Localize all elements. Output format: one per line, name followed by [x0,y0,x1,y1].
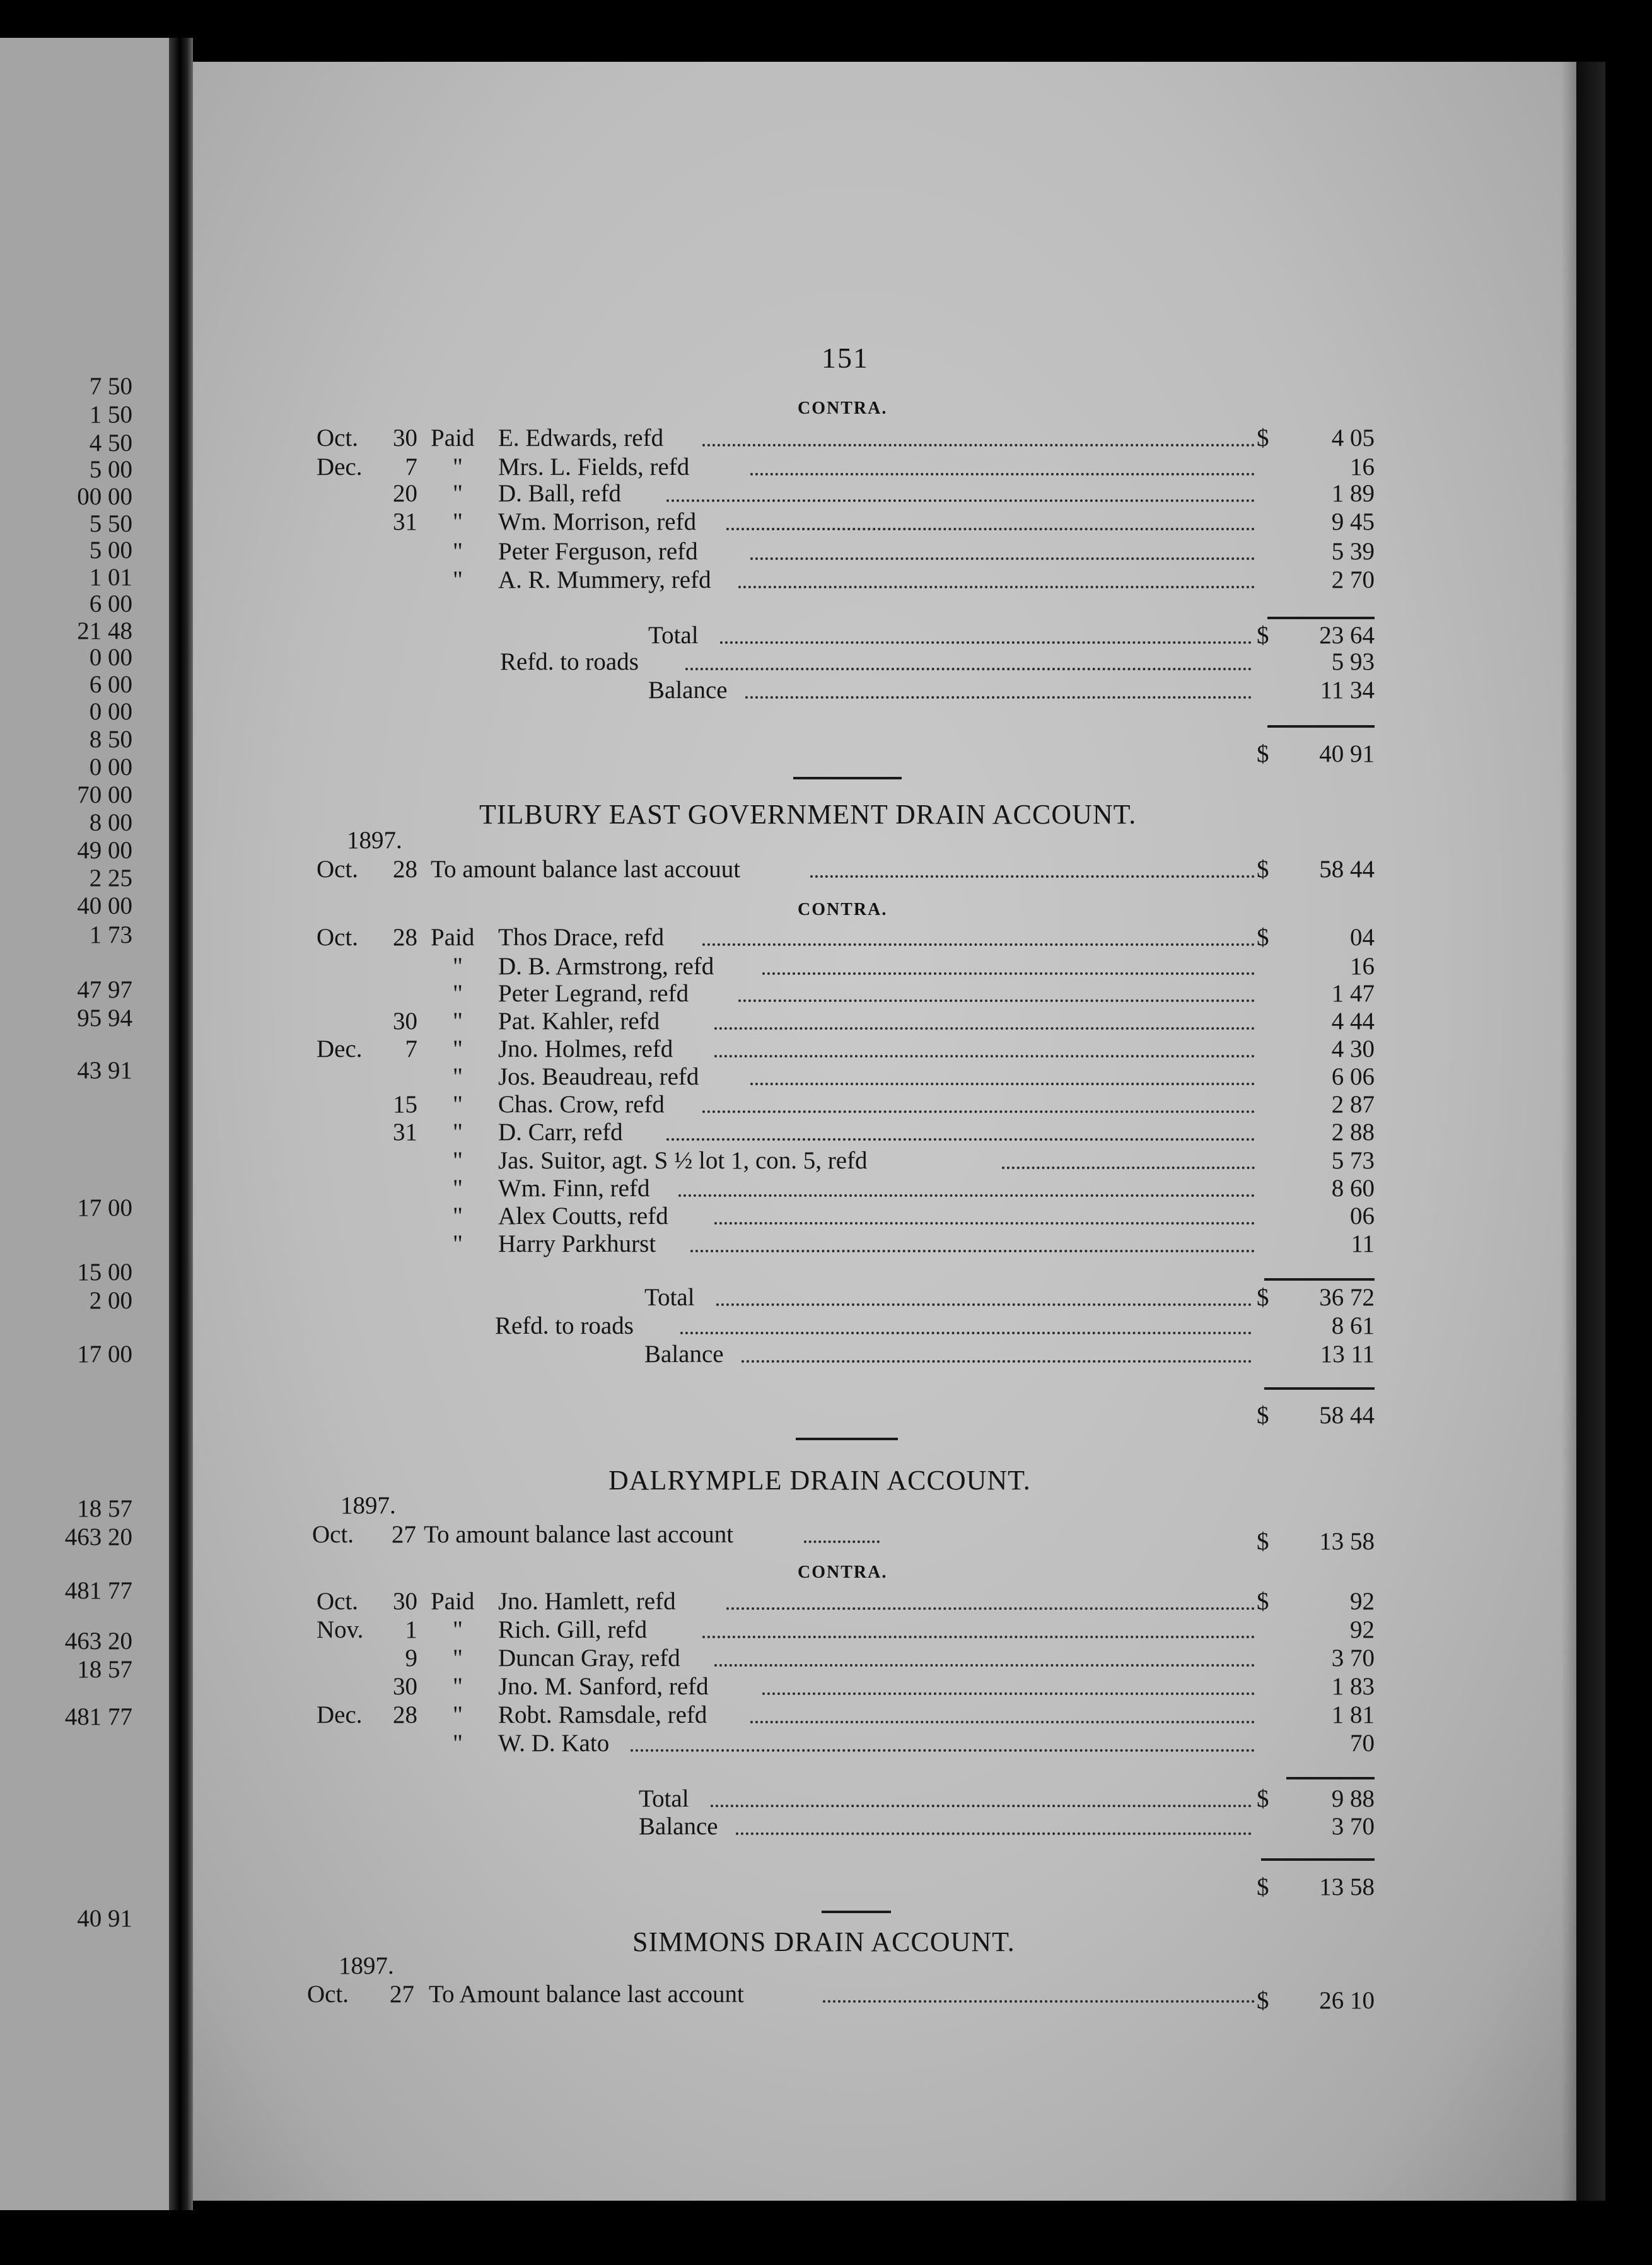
leader-dots [738,999,1255,1002]
left-page-fragment [0,38,169,2210]
divider-rule [1267,725,1375,728]
leader-dots [702,1636,1255,1638]
entry-name: Wm. Finn, refd [498,1175,650,1202]
leader-dots [823,2000,1255,2003]
entry-type: " [453,1175,463,1202]
section-title: TILBURY EAST GOVERNMENT DRAIN ACCOUNT. [479,799,1137,830]
divider-rule [793,777,902,779]
entry-month: Oct. [317,424,359,451]
divider-rule [1286,1777,1375,1779]
grand-total: 40 91 [1319,740,1375,767]
entry-day: 15 [393,1091,417,1118]
entry-amount: 04 [1350,924,1375,951]
entry-name: Jno. M. Sanford, refd [498,1673,709,1700]
leader-dots [714,1027,1255,1030]
left-margin-amount: 49 00 [77,837,132,864]
entry-type: " [453,1645,463,1672]
leader-dots [742,1360,1252,1363]
entry-name: Peter Legrand, refd [498,980,689,1007]
page-edge-shadow [1561,62,1605,2201]
leader-dots [745,696,1252,699]
left-margin-amount: 40 91 [77,1905,132,1932]
entry-day: 30 [393,424,417,451]
leader-dots [736,1832,1252,1835]
leader-dots [720,641,1252,644]
entry-type: " [453,508,463,535]
summary-amount: 5 93 [1331,648,1375,675]
entry-name: Duncan Gray, refd [498,1645,680,1672]
entry-name: A. R. Mummery, refd [498,566,711,593]
left-margin-amount: 18 57 [77,1495,132,1522]
entry-name: Jno. Holmes, refd [498,1035,673,1063]
leader-dots [714,1055,1255,1057]
entry-amount: 1 89 [1331,480,1375,507]
entry-day: 30 [393,1588,417,1615]
left-margin-amount: 21 48 [77,617,132,644]
entry-amount: 5 73 [1331,1147,1375,1174]
left-margin-amount: 0 00 [89,644,132,671]
entry-amount: 2 87 [1331,1091,1375,1118]
entry-day: 27 [392,1521,416,1548]
entry-month: Oct. [312,1521,354,1548]
entry-amount: 6 06 [1331,1063,1375,1090]
leader-dots [678,1194,1255,1197]
entry-type: " [453,953,463,980]
leader-dots [750,473,1255,475]
summary-amount: 9 88 [1331,1785,1375,1812]
dollar-sign: $ [1257,1528,1269,1555]
leader-dots [714,1222,1255,1225]
entry-amount: 8 60 [1331,1175,1375,1202]
section-title: SIMMONS DRAIN ACCOUNT. [632,1926,1015,1957]
leader-dots [690,1250,1255,1252]
left-margin-amount: 481 77 [64,1577,132,1604]
left-margin-amount: 481 77 [64,1703,132,1730]
section-year: 1897. [339,1952,394,1979]
entry-type: Paid [431,924,475,951]
left-margin-amount: 18 57 [77,1656,132,1683]
entry-name: Jno. Hamlett, refd [498,1588,676,1615]
leader-dots [685,668,1252,670]
left-margin-amount: 8 50 [89,726,132,753]
entry-amount: 9 45 [1331,508,1375,535]
dollar-sign: $ [1257,1588,1269,1615]
entry-day: 9 [405,1645,417,1672]
left-margin-amount: 70 00 [77,781,132,808]
left-margin-amount: 40 00 [77,892,132,919]
left-margin-amount: 4 50 [89,429,132,457]
left-margin-amount: 2 25 [89,865,132,892]
entry-amount: 4 30 [1331,1035,1375,1063]
divider-rule [1267,617,1375,619]
left-margin-amount: 5 50 [89,510,132,537]
left-margin-amount: 6 00 [89,671,132,698]
summary-label: Refd. to roads [495,1312,634,1339]
contra-heading: CONTRA. [798,399,888,418]
entry-type: " [453,1008,463,1035]
entry-day: 28 [393,856,417,883]
entry-name: Wm. Morrison, refd [498,508,697,535]
entry-name: Jas. Suitor, agt. S ½ lot 1, con. 5, refd [498,1147,868,1174]
left-margin-amount: 0 00 [89,698,132,725]
leader-dots [702,444,1255,446]
leader-dots [702,1110,1255,1113]
entry-amount: 16 [1350,453,1375,480]
leader-dots [702,943,1255,946]
leader-dots [726,528,1255,530]
summary-amount: 36 72 [1319,1284,1375,1311]
dollar-sign: $ [1257,856,1269,883]
entry-type: Paid [431,1588,475,1615]
entry-day: 28 [393,1701,417,1728]
entry-name: Robt. Ramsdale, refd [498,1701,707,1728]
summary-label: Total [639,1785,689,1812]
leader-dots [810,875,1255,878]
dollar-sign: $ [1257,1284,1269,1311]
entry-amount: 2 70 [1331,566,1375,593]
entry-month: Oct. [317,856,359,883]
left-margin-amount: 17 00 [77,1341,132,1368]
entry-month: Nov. [317,1616,364,1643]
divider-rule [796,1438,898,1440]
leader-dots [1002,1167,1255,1169]
entry-type: " [453,453,463,480]
summary-amount: 23 64 [1319,622,1375,649]
left-margin-amount: 43 91 [77,1057,132,1084]
leader-dots [716,1303,1252,1306]
entry-name: D. B. Armstrong, refd [498,953,714,980]
entry-month: Oct. [317,924,359,951]
left-margin-amount: 00 00 [77,483,132,510]
left-margin-amount: 463 20 [64,1627,132,1655]
entry-month: Oct. [317,1588,359,1615]
left-margin-amount: 6 00 [89,590,132,617]
left-margin-amount: 2 00 [89,1287,132,1314]
left-margin-amount: 1 01 [89,564,132,591]
page-number: 151 [822,342,869,374]
entry-month: Dec. [317,1701,363,1728]
entry-name: Pat. Kahler, refd [498,1008,660,1035]
entry-amount: 11 [1351,1230,1375,1257]
section-title: DALRYMPLE DRAIN ACCOUNT. [608,1465,1031,1496]
entry-name: D. Carr, refd [498,1119,623,1146]
opening-text: To amount balance last account [424,1521,734,1548]
dollar-sign: $ [1257,424,1269,451]
summary-label: Balance [639,1813,718,1840]
opening-amount: 58 44 [1319,856,1375,883]
entry-type: " [453,1119,463,1146]
entry-type: " [453,566,463,593]
summary-label: Total [648,622,699,649]
entry-day: 27 [390,1981,414,2008]
left-margin-amount: 47 97 [77,976,132,1003]
leader-dots [750,557,1255,560]
entry-name: W. D. Kato [498,1730,610,1757]
entry-day: 30 [393,1008,417,1035]
divider-rule [822,1911,891,1913]
entry-type: " [453,1230,463,1257]
leader-dots [762,1692,1255,1695]
entry-type: " [453,1202,463,1230]
entry-month: Dec. [317,1035,363,1063]
left-margin-amount: 5 00 [89,456,132,483]
entry-type: " [453,480,463,507]
entry-name: D. Ball, refd [498,480,621,507]
leader-dots [666,499,1255,502]
entry-day: 7 [405,1035,417,1063]
entry-type: " [453,1147,463,1174]
entry-name: Jos. Beaudreau, refd [498,1063,699,1090]
entry-type: " [453,1701,463,1728]
entry-month: Dec. [317,453,363,480]
leader-dots [711,1805,1252,1807]
left-margin-amount: 7 50 [89,373,132,400]
entry-amount: 1 83 [1331,1673,1375,1700]
leader-dots [726,1607,1255,1610]
left-margin-amount: 5 00 [89,537,132,564]
opening-amount: 13 58 [1319,1528,1375,1555]
summary-amount: 8 61 [1331,1312,1375,1339]
section-year: 1897. [347,827,402,854]
dollar-sign: $ [1257,1785,1269,1812]
divider-rule [1264,1278,1375,1281]
entry-amount: 4 44 [1331,1008,1375,1035]
contra-heading: CONTRA. [798,1563,888,1582]
grand-total: 58 44 [1319,1402,1375,1429]
entry-amount: 92 [1350,1616,1375,1643]
divider-rule [1264,1387,1375,1390]
left-margin-amount: 95 94 [77,1004,132,1032]
entry-day: 28 [393,924,417,951]
entry-month: Oct. [307,1981,349,2008]
book-gutter [169,38,193,2210]
dollar-sign: $ [1257,1987,1269,2014]
entry-name: Chas. Crow, refd [498,1091,665,1118]
left-margin-amount: 0 00 [89,754,132,781]
entry-amount: 3 70 [1331,1645,1375,1672]
leader-dots [666,1138,1255,1141]
leader-dots [738,586,1255,588]
entry-type: " [453,1616,463,1643]
left-margin-amount: 1 73 [89,921,132,948]
opening-text: To Amount balance last account [429,1981,744,2008]
entry-name: Rich. Gill, refd [498,1616,648,1643]
entry-type: " [453,538,463,565]
leader-dots [762,972,1255,975]
summary-amount: 13 11 [1320,1341,1375,1368]
leader-dots [680,1332,1252,1334]
entry-day: 31 [393,508,417,535]
opening-text: To amount balance last accouut [431,856,741,883]
left-margin-amount: 15 00 [77,1259,132,1286]
summary-amount: 3 70 [1331,1813,1375,1840]
dollar-sign: $ [1257,924,1269,951]
dollar-sign: $ [1257,1873,1269,1901]
leader-dots [804,1540,880,1543]
opening-amount: 26 10 [1319,1987,1375,2014]
entry-name: Harry Parkhurst [498,1230,656,1257]
left-margin-amount: 17 00 [77,1194,132,1221]
summary-label: Balance [644,1341,724,1368]
entry-amount: 06 [1350,1202,1375,1230]
entry-day: 20 [393,480,417,507]
leader-dots [714,1664,1255,1667]
entry-day: 31 [393,1119,417,1146]
entry-type: " [453,1035,463,1063]
left-margin-amount: 463 20 [64,1523,132,1551]
grand-total: 13 58 [1319,1873,1375,1901]
summary-label: Refd. to roads [500,648,639,675]
entry-amount: 4 05 [1331,424,1375,451]
dollar-sign: $ [1257,1402,1269,1429]
entry-name: Thos Drace, refd [498,924,665,951]
entry-amount: 1 47 [1331,980,1375,1007]
left-margin-amount: 8 00 [89,809,132,836]
entry-name: Alex Coutts, refd [498,1202,668,1230]
entry-amount: 2 88 [1331,1119,1375,1146]
entry-type: " [453,1091,463,1118]
entry-day: 30 [393,1673,417,1700]
summary-amount: 11 34 [1320,677,1375,704]
leader-dots [631,1749,1255,1752]
leader-dots [750,1083,1255,1085]
leader-dots [750,1721,1255,1723]
entry-day: 1 [405,1616,417,1643]
entry-amount: 70 [1350,1730,1375,1757]
contra-heading: CONTRA. [798,900,888,919]
dollar-sign: $ [1257,740,1269,767]
entry-amount: 1 81 [1331,1701,1375,1728]
section-year: 1897. [340,1492,396,1519]
entry-type: " [453,1730,463,1757]
entry-name: E. Edwards, refd [498,424,664,451]
entry-day: 7 [405,453,417,480]
entry-name: Peter Ferguson, refd [498,538,698,565]
entry-type: " [453,1063,463,1090]
entry-amount: 16 [1350,953,1375,980]
summary-label: Balance [648,677,728,704]
entry-type: " [453,980,463,1007]
entry-type: " [453,1673,463,1700]
dollar-sign: $ [1257,622,1269,649]
summary-label: Total [644,1284,695,1311]
left-margin-amount: 1 50 [89,401,132,428]
entry-amount: 5 39 [1331,538,1375,565]
entry-type: Paid [431,424,475,451]
entry-amount: 92 [1350,1588,1375,1615]
entry-name: Mrs. L. Fields, refd [498,453,690,480]
divider-rule [1261,1858,1375,1861]
